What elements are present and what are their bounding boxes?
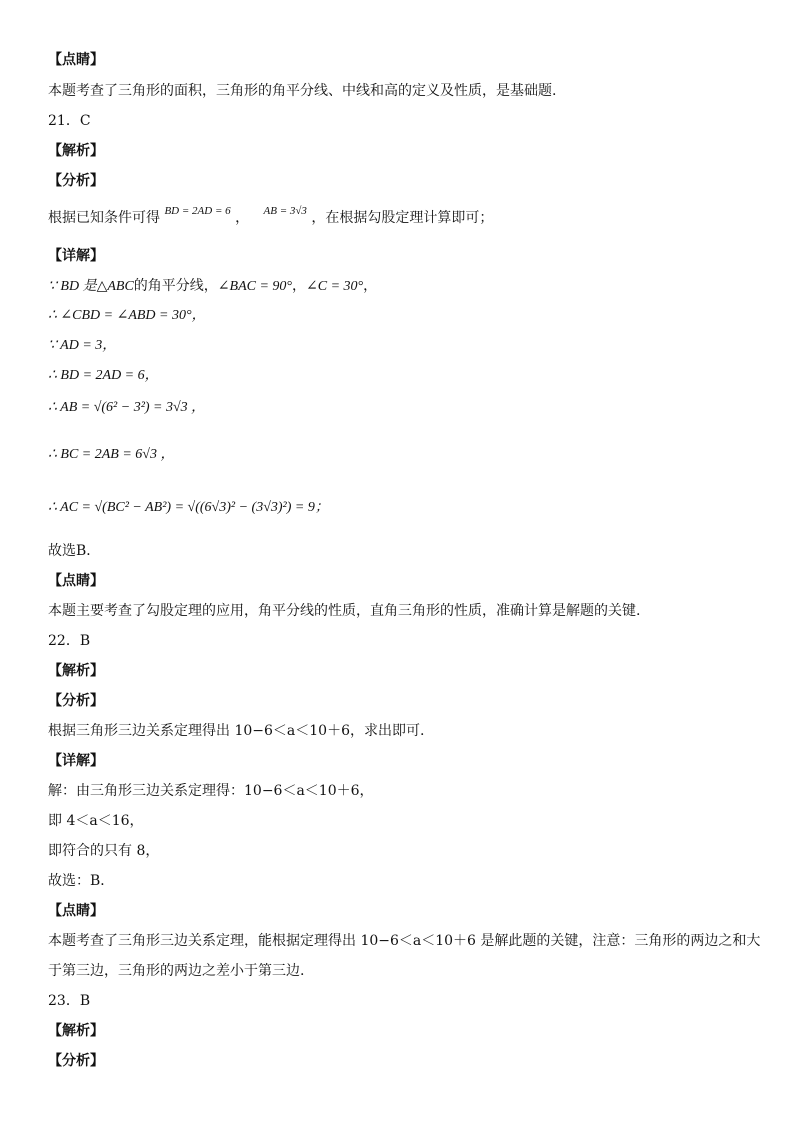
solution-step-7: ∴ AC = √(BC² − AB²) = √((6√3)² − (3√3)²) = 9； xyxy=(48,500,329,515)
text-fragment: ， xyxy=(235,210,250,226)
section-heading-xiangjie: 【详解】 xyxy=(48,248,104,264)
question-number-21: 21．C xyxy=(48,113,91,129)
solution-step-2: ∴ ∠CBD = ∠ABD = 30°， xyxy=(48,308,206,323)
section-heading-jiexi: 【解析】 xyxy=(48,143,104,159)
section-heading-xiangjie: 【详解】 xyxy=(48,753,104,769)
text-fragment: ， xyxy=(292,278,307,294)
solution-22-line-3: 即符合的只有 8， xyxy=(48,843,160,859)
question-number-22: 22．B xyxy=(48,633,91,649)
answer-21: 故选B． xyxy=(48,543,101,559)
section-heading-fenxi: 【分析】 xyxy=(48,693,104,709)
paragraph-fenxi-22: 根据三角形三边关系定理得出 10−6＜a＜10＋6，求出即可. xyxy=(48,723,425,739)
question-number-23: 23．B xyxy=(48,993,91,1009)
formula-bd: BD = 2AD = 6 xyxy=(164,205,231,217)
section-heading-dianjing: 【点睛】 xyxy=(48,573,104,589)
solution-22-line-1: 解：由三角形三边关系定理得：10−6＜a＜10＋6， xyxy=(48,783,374,799)
solution-step-5: ∴ AB = √(6² − 3²) = 3√3 ， xyxy=(48,400,206,415)
paragraph-dianjing-22-line-2: 于第三边，三角形的两边之差小于第三边. xyxy=(48,963,305,979)
section-heading-jiexi: 【解析】 xyxy=(48,663,104,679)
formula-angle-bac: ∠BAC = 90° xyxy=(217,279,293,294)
text-fragment: ， xyxy=(363,278,378,294)
section-heading-fenxi: 【分析】 xyxy=(48,1053,104,1069)
section-heading-dianjing: 【点睛】 xyxy=(48,903,104,919)
text-fragment: ，在根据勾股定理计算即可； xyxy=(311,210,494,226)
solution-22-line-2: 即 4＜a＜16， xyxy=(48,813,144,829)
text-fragment: 根据已知条件可得 xyxy=(48,210,160,226)
paragraph-dianjing-21: 本题主要考查了勾股定理的应用，角平分线的性质，直角三角形的性质，准确计算是解题的关键. xyxy=(48,603,641,619)
paragraph-fenxi-21 xyxy=(48,205,494,229)
paragraph-dianjing-22-line-1: 本题考查了三角形三边关系定理，能根据定理得出 10−6＜a＜10＋6 是解此题的关键，注意：三角形的两边之和大 xyxy=(48,933,761,949)
formula-ab: AB = 3√3 xyxy=(263,205,307,217)
solution-step-1 xyxy=(48,276,377,297)
text-fragment: 的角平分线， xyxy=(133,278,218,294)
triangle-abc: △ABC xyxy=(96,279,134,294)
section-heading-jiexi: 【解析】 xyxy=(48,1023,104,1039)
formula-angle-c: ∠C = 30° xyxy=(306,279,364,294)
answer-22: 故选：B． xyxy=(48,873,115,889)
solution-step-3: ∵ AD = 3， xyxy=(48,338,117,353)
text-fragment: ∵ BD 是 xyxy=(48,279,97,294)
solution-step-4: ∴ BD = 2AD = 6， xyxy=(48,368,159,383)
section-heading-dianjing: 【点睛】 xyxy=(48,52,104,68)
section-heading-fenxi: 【分析】 xyxy=(48,173,104,189)
solution-step-6: ∴ BC = 2AB = 6√3 ， xyxy=(48,447,175,462)
paragraph-dianjing: 本题考查了三角形的面积，三角形的角平分线、中线和高的定义及性质，是基础题. xyxy=(48,83,557,99)
